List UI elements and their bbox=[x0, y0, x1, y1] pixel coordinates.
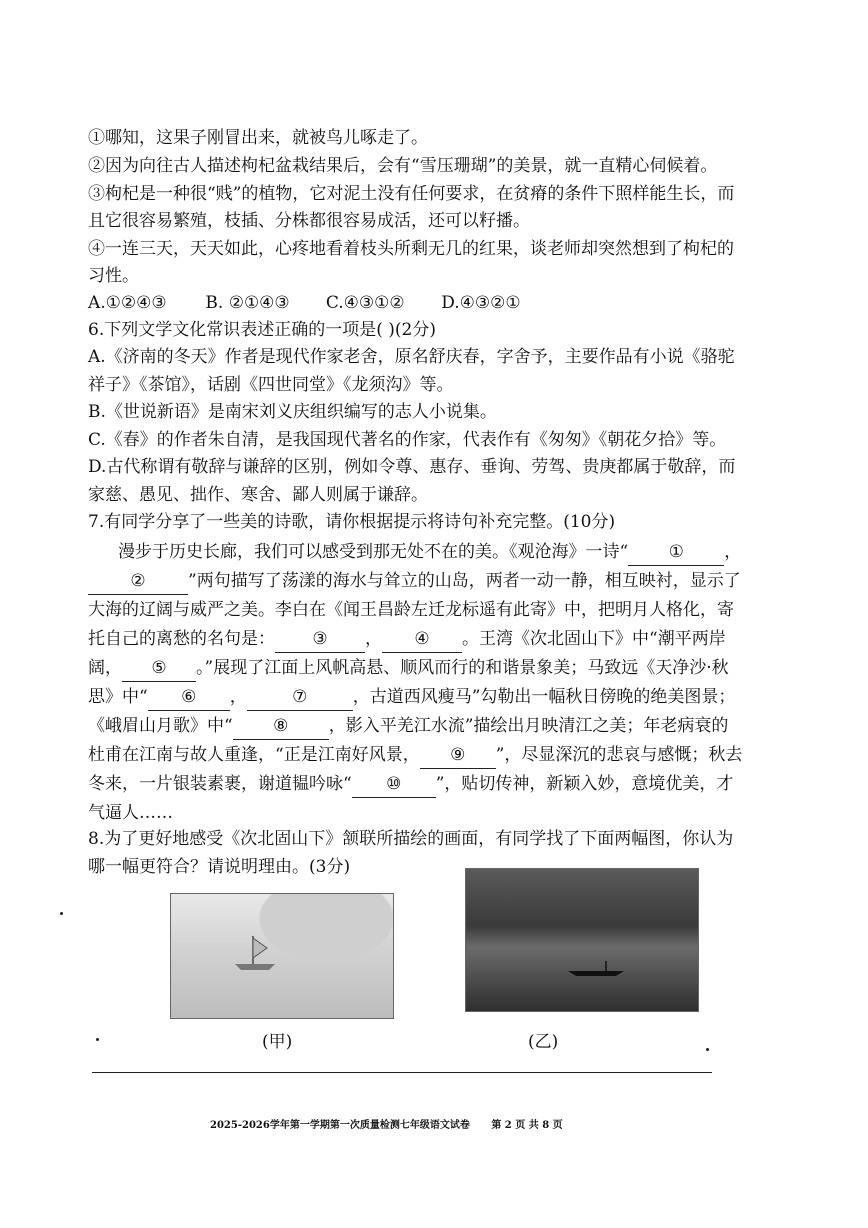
q7-text: 托自己的离愁的名句是： bbox=[88, 629, 275, 649]
q7-text: 《峨眉山月歌》中“ bbox=[88, 716, 233, 736]
blank-number: ① bbox=[668, 542, 684, 562]
blank-10[interactable] bbox=[352, 771, 436, 798]
q7-text: 。王湾《次北固山下》中“潮平两岸 bbox=[462, 629, 726, 649]
q7-text: ”，贴切传神，新颖入妙，意境优美，才 bbox=[435, 774, 734, 794]
option-d: D.④③②① bbox=[441, 293, 521, 313]
blank-5[interactable] bbox=[122, 655, 196, 682]
q7-text: ，古道西风瘦马”勾勒出一幅秋日傍晚的绝美图景； bbox=[352, 687, 736, 707]
q7-line6 bbox=[88, 684, 736, 711]
q7-line2 bbox=[88, 568, 741, 595]
q6-option-d-line2: 家慈、愚见、拙作、寒舍、鄙人则属于谦辞。 bbox=[88, 485, 428, 505]
q7-line3: 大海的辽阔与威严之美。李白在《闻王昌龄左迁龙标遥有此寄》中，把明月人格化，寄 bbox=[88, 600, 734, 620]
q7-text: 阔， bbox=[88, 658, 122, 678]
q7-text: 。”展现了江面上风帆高悬、顺风而行的和谐景象美；马致远《天净沙·秋 bbox=[196, 658, 729, 678]
blank-1[interactable] bbox=[628, 539, 724, 566]
sentence-2: ②因为向往古人描述枸杞盆栽结果后，会有“雪压珊瑚”的美景，就一直精心伺候着。 bbox=[88, 156, 718, 176]
q6-stem: 6.下列文学文化常识表述正确的一项是( )(2分) bbox=[88, 320, 436, 340]
boat-illustration bbox=[566, 959, 626, 979]
q6-option-b: B.《世说新语》是南宋刘义庆组织编写的志人小说集。 bbox=[88, 402, 497, 422]
q7-text: ，影入平羌江水流”描绘出月映清江之美；年老病衰的 bbox=[328, 716, 729, 736]
sentence-4-line2: 习性。 bbox=[88, 266, 139, 286]
sentence-1: ①哪知，这果子刚冒出来，就被鸟儿啄走了。 bbox=[88, 128, 428, 148]
blank-number: ⑧ bbox=[273, 716, 289, 736]
q7-text: 思》中“ bbox=[88, 687, 148, 707]
q6-option-c: C.《春》的作者朱自清，是我国现代著名的作家，代表作有《匆匆》《朝花夕拾》等。 bbox=[88, 430, 727, 450]
sentence-3-line2: 且它很容易繁殖，枝插、分株都很容易成活，还可以籽播。 bbox=[88, 211, 530, 231]
picture-jia bbox=[170, 893, 394, 1019]
q7-text: ， bbox=[365, 629, 382, 649]
q7-stem: 7.有同学分享了一些美的诗歌，请你根据提示将诗句补充完整。(10分) bbox=[88, 512, 616, 532]
separator-line bbox=[92, 1072, 712, 1073]
q7-text: ， bbox=[724, 542, 742, 562]
picture-yi bbox=[465, 868, 699, 1012]
caption-yi: (乙) bbox=[528, 1032, 559, 1052]
sentence-3-line1: ③枸杞是一种很“贱”的植物，它对泥土没有任何要求，在贫瘠的条件下照样能生长，而 bbox=[88, 184, 735, 204]
q7-text: ”两句描写了荡漾的海水与耸立的山岛，两者一动一静，相互映衬，显示了 bbox=[188, 571, 741, 591]
q7-text: 冬来，一片银装素裹，谢道韫吟咏“ bbox=[88, 774, 352, 794]
q7-text: ， bbox=[229, 687, 247, 707]
q6-option-a-line2: 祥子》《茶馆》，话剧《四世同堂》《龙须沟》等。 bbox=[88, 375, 454, 395]
blank-4[interactable] bbox=[382, 626, 462, 653]
q7-line4 bbox=[88, 626, 728, 653]
blank-number: ⑥ bbox=[181, 687, 197, 707]
blank-number: ③ bbox=[312, 629, 328, 649]
q8-line2: 哪一幅更符合？请说明理由。(3分) bbox=[88, 857, 351, 877]
blank-number: ⑩ bbox=[386, 774, 402, 794]
blank-7[interactable] bbox=[247, 684, 353, 711]
blank-number: ② bbox=[130, 571, 146, 591]
q7-line5 bbox=[88, 655, 728, 682]
scan-dot bbox=[96, 1038, 99, 1041]
blank-3[interactable] bbox=[275, 626, 365, 653]
blank-number: ⑦ bbox=[292, 687, 308, 707]
q7-text: ”，尽显深沉的悲哀与感慨；秋去 bbox=[495, 745, 743, 765]
exam-title: 2025-2026学年第一学期第一次质量检测七年级语文试卷 bbox=[210, 1120, 470, 1131]
blank-number: ④ bbox=[414, 629, 430, 649]
q6-option-a-line1: A.《济南的冬天》作者是现代作家老舍，原名舒庆春，字舍予，主要作品有小说《骆驼 bbox=[88, 347, 735, 367]
page-number: 第 2 页 共 8 页 bbox=[491, 1120, 563, 1131]
blank-8[interactable] bbox=[233, 713, 329, 740]
page-footer bbox=[210, 1116, 581, 1131]
blank-2[interactable] bbox=[88, 568, 188, 595]
q7-text: 漫步于历史长廊，我们可以感受到那无处不在的美。《观沧海》一诗“ bbox=[118, 542, 629, 562]
q7-line7 bbox=[88, 713, 728, 740]
boat-illustration bbox=[231, 934, 281, 974]
q6-option-d-line1: D.古代称谓有敬辞与谦辞的区别，例如令尊、惠存、垂询、劳驾、贵庚都属于敬辞，而 bbox=[88, 457, 736, 477]
option-c: C.④③①② bbox=[325, 293, 405, 313]
q8-line1: 8.为了更好地感受《次北固山下》颔联所描绘的画面，有同学找了下面两幅图，你认为 bbox=[88, 829, 734, 849]
caption-jia: (甲) bbox=[262, 1032, 293, 1052]
blank-number: ⑤ bbox=[151, 658, 167, 678]
q7-line10: 气逼人…… bbox=[88, 803, 173, 823]
scan-dot bbox=[706, 1048, 709, 1051]
q7-line1 bbox=[118, 539, 742, 566]
option-b: B. ②①④③ bbox=[205, 293, 290, 313]
blank-6[interactable] bbox=[148, 684, 230, 711]
blank-9[interactable] bbox=[420, 742, 496, 769]
q7-text: 杜甫在江南与故人重逢，“正是江南好风景， bbox=[88, 745, 420, 765]
sentence-4-line1: ④一连三天，天天如此，心疼地看着枝头所剩无几的红果，谈老师却突然想到了枸杞的 bbox=[88, 239, 734, 259]
option-a: A.①②④③ bbox=[88, 293, 167, 313]
q7-line9 bbox=[88, 771, 734, 798]
q7-line8 bbox=[88, 742, 743, 769]
scan-dot bbox=[60, 912, 63, 915]
q5-options bbox=[88, 290, 728, 316]
blank-number: ⑨ bbox=[450, 745, 466, 765]
